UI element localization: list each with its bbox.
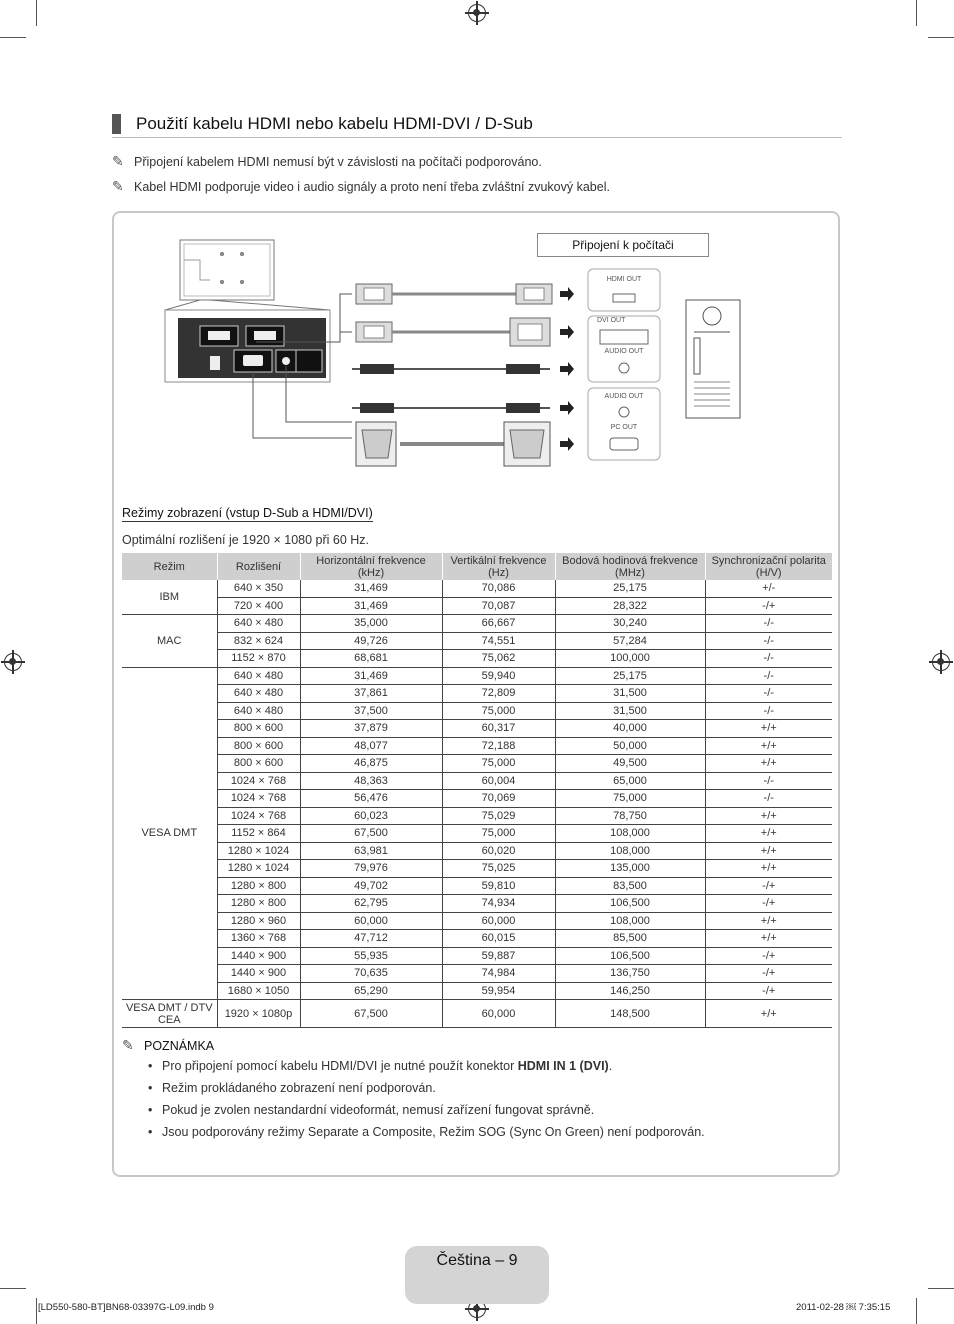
mode-cell: IBM: [122, 580, 217, 615]
section-title: Použití kabelu HDMI nebo kabelu HDMI-DVI / D-Sub: [136, 114, 533, 133]
table-cell: 31,469: [300, 597, 442, 615]
table-cell: 31,500: [555, 702, 705, 720]
table-row: [122, 615, 832, 633]
table-cell: 70,069: [442, 790, 555, 808]
table-cell: 800 × 600: [217, 755, 300, 773]
mode-cell: VESA DMT / DTV CEA: [122, 1000, 217, 1028]
crop-mark: [928, 1288, 954, 1289]
table-cell: 640 × 480: [217, 685, 300, 703]
note-bullet: • Pro připojení pomocí kabelu HDMI/DVI je nutné použít konektor HDMI IN 1 (DVI).: [148, 1059, 612, 1073]
table-cell: 28,322: [555, 597, 705, 615]
audio-out-label: AUDIO OUT: [604, 393, 644, 400]
table-row: [122, 930, 832, 948]
table-cell: 49,500: [555, 755, 705, 773]
crop-mark: [0, 37, 26, 38]
page-label: Čeština – 9: [436, 1252, 518, 1269]
table-cell: -/-: [705, 667, 832, 685]
table-cell: 74,934: [442, 895, 555, 913]
table-cell: +/+: [705, 912, 832, 930]
table-cell: 148,500: [555, 1000, 705, 1028]
table-row: [122, 685, 832, 703]
crop-mark: [0, 1288, 26, 1289]
table-cell: 50,000: [555, 737, 705, 755]
table-cell: 135,000: [555, 860, 705, 878]
dvi-out-label: DVI OUT: [597, 317, 626, 324]
table-cell: 75,000: [555, 790, 705, 808]
table-row: [122, 947, 832, 965]
optimal-resolution-text: Optimální rozlišení je 1920 × 1080 při 60 Hz.: [122, 533, 370, 547]
crop-mark: [36, 0, 37, 26]
table-cell: -/-: [705, 615, 832, 633]
table-cell: 60,004: [442, 772, 555, 790]
table-cell: +/+: [705, 930, 832, 948]
table-cell: +/+: [705, 755, 832, 773]
table-header-row: [122, 553, 832, 580]
table-cell: 60,317: [442, 720, 555, 738]
table-row: [122, 877, 832, 895]
table-cell: 108,000: [555, 825, 705, 843]
mode-cell: VESA DMT: [122, 667, 217, 1000]
table-cell: 60,020: [442, 842, 555, 860]
tv-ports-panel-icon: [165, 310, 330, 382]
table-row: [122, 580, 832, 597]
table-cell: 640 × 480: [217, 702, 300, 720]
table-cell: -/+: [705, 877, 832, 895]
table-cell: 31,469: [300, 580, 442, 597]
table-cell: 1920 × 1080p: [217, 1000, 300, 1028]
table-cell: 1280 × 1024: [217, 842, 300, 860]
pc-out-label: PC OUT: [610, 424, 638, 431]
table-cell: 59,954: [442, 982, 555, 1000]
table-cell: -/-: [705, 702, 832, 720]
table-cell: 67,500: [300, 825, 442, 843]
hdmi-out-label: HDMI OUT: [606, 276, 642, 283]
table-cell: -/-: [705, 685, 832, 703]
table-row: [122, 772, 832, 790]
table-cell: 65,000: [555, 772, 705, 790]
table-cell: -/-: [705, 790, 832, 808]
table-cell: 800 × 600: [217, 720, 300, 738]
table-cell: 30,240: [555, 615, 705, 633]
table-cell: 40,000: [555, 720, 705, 738]
table-cell: 60,023: [300, 807, 442, 825]
table-cell: -/-: [705, 650, 832, 668]
table-cell: 65,290: [300, 982, 442, 1000]
column-header: Vertikální frekvence (Hz): [442, 553, 555, 580]
pencil-icon: ✎: [122, 1037, 134, 1053]
table-cell: 60,000: [442, 1000, 555, 1028]
table-cell: 1024 × 768: [217, 807, 300, 825]
table-cell: 640 × 480: [217, 667, 300, 685]
table-cell: 1024 × 768: [217, 772, 300, 790]
footer-timestamp: 2011-02-28 ￼ 7:35:15: [796, 1302, 891, 1313]
table-cell: 800 × 600: [217, 737, 300, 755]
registration-mark-icon: [468, 4, 486, 22]
table-cell: 832 × 624: [217, 632, 300, 650]
table-cell: 63,981: [300, 842, 442, 860]
pencil-icon: ✎: [112, 153, 124, 169]
table-cell: 67,500: [300, 1000, 442, 1028]
table-cell: 75,000: [442, 702, 555, 720]
table-cell: 68,681: [300, 650, 442, 668]
table-cell: 640 × 480: [217, 615, 300, 633]
tv-back-icon: [165, 240, 330, 310]
table-cell: 37,861: [300, 685, 442, 703]
table-cell: 75,000: [442, 825, 555, 843]
note-bullet: • Pokud je zvolen nestandardní videoformát, nemusí zařízení fungovat správně.: [148, 1103, 594, 1117]
audio-out-label: AUDIO OUT: [604, 348, 644, 355]
table-cell: 59,887: [442, 947, 555, 965]
table-cell: 25,175: [555, 580, 705, 597]
table-cell: -/-: [705, 632, 832, 650]
table-row: [122, 790, 832, 808]
table-cell: 66,667: [442, 615, 555, 633]
pencil-icon: ✎: [112, 178, 124, 194]
table-cell: -/+: [705, 895, 832, 913]
table-cell: 106,500: [555, 895, 705, 913]
table-cell: +/-: [705, 580, 832, 597]
dsub-cable-icon: [356, 422, 550, 466]
table-cell: 74,551: [442, 632, 555, 650]
crop-mark: [928, 37, 954, 38]
table-row: [122, 982, 832, 1000]
table-cell: 31,500: [555, 685, 705, 703]
table-cell: -/+: [705, 982, 832, 1000]
table-row: [122, 755, 832, 773]
table-cell: 1440 × 900: [217, 965, 300, 983]
pc-connection-label: Připojení k počítači: [537, 233, 709, 257]
table-cell: 1680 × 1050: [217, 982, 300, 1000]
table-cell: 48,363: [300, 772, 442, 790]
table-cell: 75,029: [442, 807, 555, 825]
crop-mark: [916, 0, 917, 26]
table-cell: 1440 × 900: [217, 947, 300, 965]
table-cell: 62,795: [300, 895, 442, 913]
table-row: [122, 597, 832, 615]
table-cell: 1152 × 864: [217, 825, 300, 843]
audio-cable-icon: [352, 403, 550, 413]
note-line: [112, 178, 610, 195]
table-row: [122, 825, 832, 843]
table-cell: -/+: [705, 947, 832, 965]
table-cell: 75,025: [442, 860, 555, 878]
table-cell: 1280 × 960: [217, 912, 300, 930]
table-cell: 57,284: [555, 632, 705, 650]
table-cell: 1360 × 768: [217, 930, 300, 948]
note-text: Připojení kabelem HDMI nemusí být v závislosti na počítači podporováno.: [134, 155, 542, 169]
table-row: [122, 965, 832, 983]
column-header: Bodová hodinová frekvence (MHz): [555, 553, 705, 580]
crop-mark: [916, 1298, 917, 1324]
table-cell: 108,000: [555, 842, 705, 860]
table-cell: 1280 × 800: [217, 877, 300, 895]
table-cell: 56,476: [300, 790, 442, 808]
table-cell: 74,984: [442, 965, 555, 983]
note-bullet: • Jsou podporovány režimy Separate a Composite, Režim SOG (Sync On Green) není podporován.: [148, 1125, 705, 1139]
registration-mark-icon: [4, 653, 22, 671]
table-cell: 720 × 400: [217, 597, 300, 615]
table-cell: +/+: [705, 1000, 832, 1028]
table-cell: 37,879: [300, 720, 442, 738]
table-row: [122, 632, 832, 650]
table-cell: +/+: [705, 737, 832, 755]
note-bullet: • Režim prokládaného zobrazení není podporován.: [148, 1081, 436, 1095]
table-cell: +/+: [705, 842, 832, 860]
table-cell: 59,810: [442, 877, 555, 895]
table-cell: 1280 × 1024: [217, 860, 300, 878]
table-cell: 60,000: [442, 912, 555, 930]
table-cell: 83,500: [555, 877, 705, 895]
hdmi-cable-icon: [356, 284, 552, 304]
table-cell: 146,250: [555, 982, 705, 1000]
table-row: [122, 1000, 832, 1028]
table-cell: 31,469: [300, 667, 442, 685]
table-cell: 72,188: [442, 737, 555, 755]
table-cell: 79,976: [300, 860, 442, 878]
table-row: [122, 650, 832, 668]
modes-title: Režimy zobrazení (vstup D-Sub a HDMI/DVI): [122, 506, 373, 520]
table-cell: -/+: [705, 965, 832, 983]
audio-cable-icon: [352, 364, 550, 374]
table-cell: 60,000: [300, 912, 442, 930]
table-cell: 100,000: [555, 650, 705, 668]
table-cell: 55,935: [300, 947, 442, 965]
note-line: [112, 153, 542, 170]
note-heading: ✎ POZNÁMKA: [122, 1037, 215, 1053]
table-cell: +/+: [705, 860, 832, 878]
table-row: [122, 702, 832, 720]
table-cell: 75,062: [442, 650, 555, 668]
table-cell: 35,000: [300, 615, 442, 633]
display-modes-table: [122, 553, 832, 1028]
table-cell: 25,175: [555, 667, 705, 685]
column-header: Rozlišení: [217, 553, 300, 580]
table-cell: 1280 × 800: [217, 895, 300, 913]
table-cell: -/-: [705, 772, 832, 790]
table-cell: 70,086: [442, 580, 555, 597]
table-cell: 85,500: [555, 930, 705, 948]
table-row: [122, 720, 832, 738]
table-cell: 59,940: [442, 667, 555, 685]
table-cell: 47,712: [300, 930, 442, 948]
table-cell: +/+: [705, 825, 832, 843]
table-cell: 49,726: [300, 632, 442, 650]
registration-mark-icon: [932, 653, 950, 671]
table-cell: 108,000: [555, 912, 705, 930]
mode-cell: MAC: [122, 615, 217, 668]
connection-diagram: [160, 232, 750, 472]
table-cell: 48,077: [300, 737, 442, 755]
table-cell: 60,015: [442, 930, 555, 948]
table-row: [122, 860, 832, 878]
table-body: [122, 580, 832, 1028]
table-row: [122, 842, 832, 860]
table-cell: 1152 × 870: [217, 650, 300, 668]
hdmi-dvi-cable-icon: [356, 318, 550, 346]
table-cell: 640 × 350: [217, 580, 300, 597]
table-cell: -/+: [705, 597, 832, 615]
table-cell: 106,500: [555, 947, 705, 965]
table-row: [122, 667, 832, 685]
crop-mark: [36, 1298, 37, 1324]
table-cell: +/+: [705, 720, 832, 738]
table-cell: 72,809: [442, 685, 555, 703]
table-cell: 78,750: [555, 807, 705, 825]
table-cell: 70,635: [300, 965, 442, 983]
table-cell: 1024 × 768: [217, 790, 300, 808]
table-cell: 70,087: [442, 597, 555, 615]
table-cell: 37,500: [300, 702, 442, 720]
title-divider: [112, 137, 842, 138]
column-header: Synchronizační polarita (H/V): [705, 553, 832, 580]
table-row: [122, 912, 832, 930]
column-header: Horizontální frekvence (kHz): [300, 553, 442, 580]
pc-tower-icon: [686, 300, 740, 418]
table-cell: 136,750: [555, 965, 705, 983]
footer-file-info: [LD550-580-BT]BN68-03397G-L09.indb 9: [38, 1302, 214, 1313]
table-cell: +/+: [705, 807, 832, 825]
table-row: [122, 895, 832, 913]
table-cell: 49,702: [300, 877, 442, 895]
table-row: [122, 807, 832, 825]
table-cell: 46,875: [300, 755, 442, 773]
table-row: [122, 737, 832, 755]
table-cell: 75,000: [442, 755, 555, 773]
column-header: Režim: [122, 553, 217, 580]
note-text: Kabel HDMI podporuje video i audio signály a proto není třeba zvláštní zvukový kabel.: [134, 180, 610, 194]
